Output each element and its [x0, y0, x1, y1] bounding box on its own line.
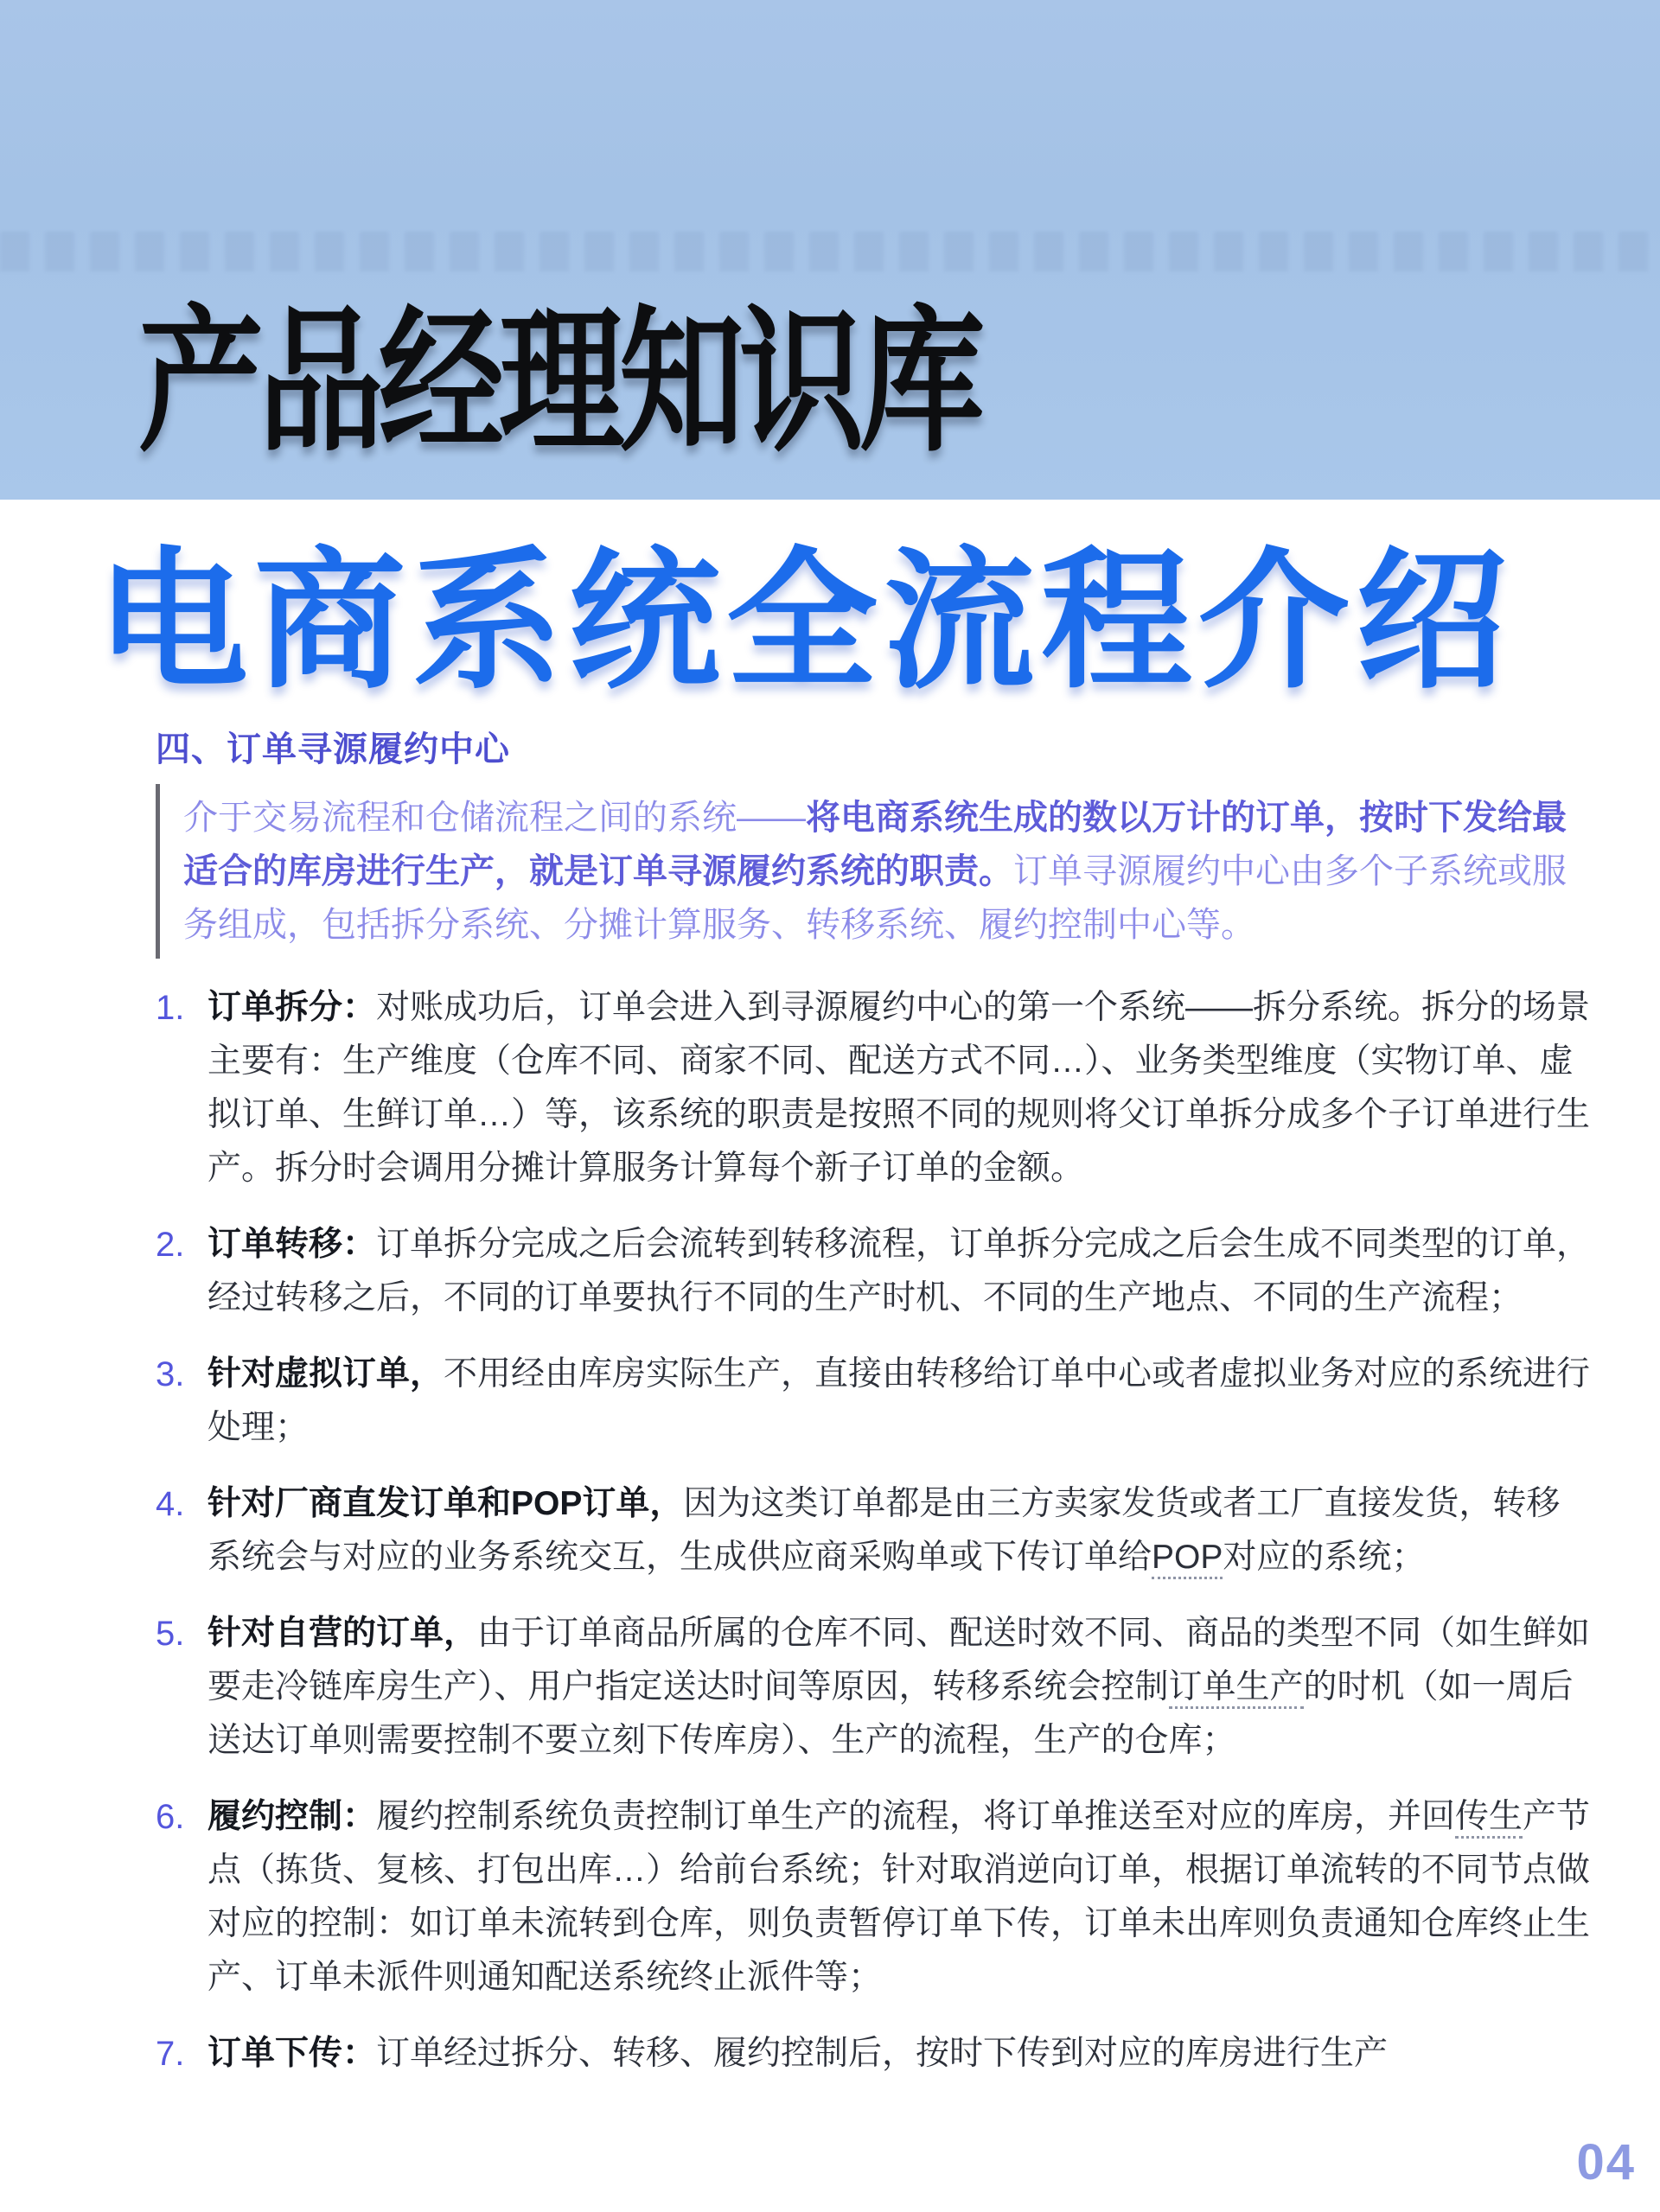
list-item	[156, 1218, 1598, 1325]
list-item-number: 7.	[156, 2035, 185, 2073]
list-item	[156, 1477, 1598, 1584]
text-segment: 订单生产	[1169, 1668, 1304, 1709]
list-item-text	[208, 2027, 1591, 2081]
text-segment-bold: 订单拆分：	[208, 989, 377, 1026]
text-segment: POP	[1152, 1539, 1223, 1579]
text-segment-bold: 针对自营的订单，	[208, 1615, 478, 1652]
list-item-text	[208, 1348, 1591, 1455]
text-segment-bold: 订单下传：	[208, 2035, 377, 2072]
list-item	[156, 1348, 1598, 1455]
list-item-number: 6.	[156, 1798, 185, 1836]
text-segment: 介于交易流程和仓储流程之间的系统——	[183, 799, 806, 837]
list-item-number: 3.	[156, 1355, 185, 1393]
page-subtitle: 电商系统全流程介绍	[97, 538, 1513, 706]
text-segment-bold: 履约控制：	[208, 1798, 377, 1835]
list-item-text	[208, 1607, 1591, 1768]
text-segment-bold: 订单转移：	[208, 1226, 377, 1263]
hero-band	[0, 0, 1660, 500]
text-segment: 传生	[1455, 1798, 1523, 1839]
text-segment-bold: 将电商系统生成的数以万计的订单，按时下发给最适合的库房进行生产，就是订单寻源履约系统的职责。	[183, 799, 1567, 890]
hero-watermark	[0, 232, 1660, 271]
blockquote	[156, 784, 1596, 959]
list-item-text	[208, 1477, 1591, 1584]
order-list	[156, 981, 1598, 2081]
text-segment: 对应的系统；	[1223, 1539, 1426, 1576]
text-segment: 订单寻源履约中心由多个子系统或服务组成，包括拆分系统、分摊计算服务、转移系统、履约控制中心等。	[183, 852, 1567, 944]
list-item	[156, 1790, 1598, 2005]
text-segment: 订单拆分完成之后会流转到转移流程，订单拆分完成之后会生成不同类型的订单，经过转移之后，不同的订单要执行不同的生产时机、不同的生产地点、不同的生产流程；	[208, 1226, 1591, 1316]
list-item-number: 4.	[156, 1485, 185, 1523]
text-segment: 对账成功后，订单会进入到寻源履约中心的第一个系统——拆分系统。拆分的场景主要有：生产维度（仓库不同、商家不同、配送方式不同…）、业务类型维度（实物订单、虚拟订单、生鲜订单…）等，该系统的职责是按照不同的规则将父订单拆分成多个子订单进行生产。拆分时会调用分摊计算服务计算每个新子订单的金额。	[208, 989, 1591, 1187]
blockquote-text	[183, 799, 1567, 944]
text-segment: 订单经过拆分、转移、履约控制后，按时下传到对应的库房进行生产	[376, 2035, 1389, 2072]
text-segment: 产节点（拣货、复核、打包出库…）给前台系统；针对取消逆向订单，根据订单流转的不同节点做对应的控制：如订单未流转到仓库，则负责暂停订单下传，订单未出库则负责通知仓库终止生产、订单未派件则通知配送系统终止派件等；	[208, 1798, 1591, 1996]
content-column	[156, 729, 1598, 2103]
text-segment-bold: 针对虚拟订单，	[208, 1355, 444, 1393]
text-segment: 的时机（如一周后送达订单则需要控制不要立刻下传库房）、生产的流程，生产的仓库；	[208, 1668, 1574, 1759]
list-item-text	[208, 981, 1591, 1195]
list-item-number: 5.	[156, 1615, 185, 1653]
list-item-text	[208, 1218, 1591, 1325]
text-segment: 不用经由库房实际生产，直接由转移给订单中心或者虚拟业务对应的系统进行处理；	[208, 1355, 1591, 1446]
list-item	[156, 2027, 1598, 2081]
list-item	[156, 1607, 1598, 1768]
list-item-number: 1.	[156, 989, 185, 1027]
list-item	[156, 981, 1598, 1195]
text-segment-bold: 针对厂商直发订单和POP订单，	[208, 1485, 684, 1522]
page-title: 产品经理知识库	[138, 294, 980, 470]
list-item-text	[208, 1790, 1591, 2005]
list-item-number: 2.	[156, 1226, 185, 1264]
text-segment: 履约控制系统负责控制订单生产的流程，将订单推送至对应的库房，并回	[376, 1798, 1456, 1835]
text-segment: 由于订单商品所属的仓库不同、配送时效不同、商品的类型不同（如生鲜如要走冷链库房生产）、用户指定送达时间等原因，转移系统会控制	[208, 1615, 1591, 1705]
page-number: 04	[1576, 2134, 1636, 2190]
section-heading: 四、订单寻源履约中心	[156, 730, 510, 768]
text-segment: 因为这类订单都是由三方卖家发货或者工厂直接发货，转移系统会与对应的业务系统交互，生成供应商采购单或下传订单给	[208, 1485, 1561, 1576]
